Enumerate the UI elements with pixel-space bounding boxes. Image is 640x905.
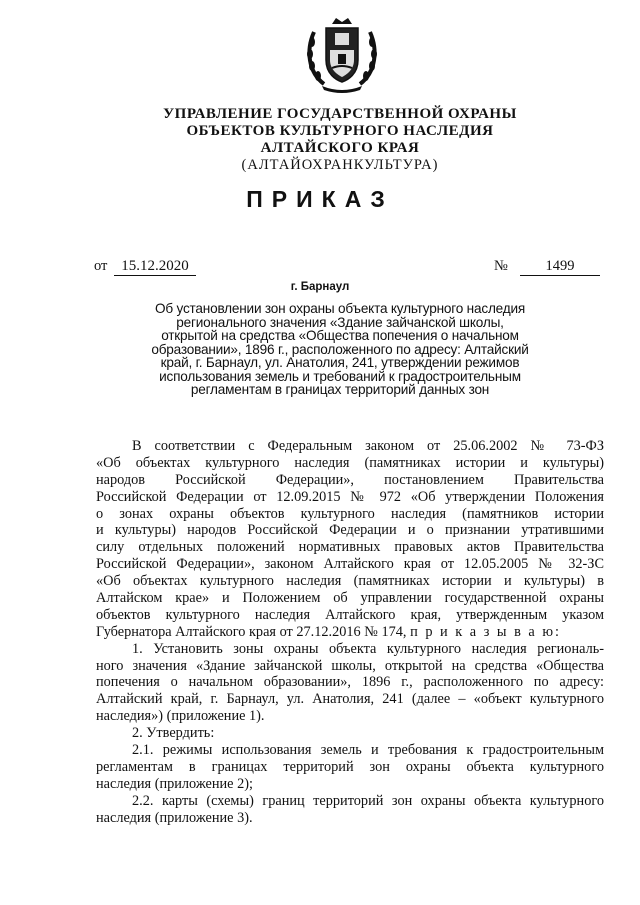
document-title: ПРИКАЗ xyxy=(246,186,394,212)
order-body xyxy=(96,438,604,826)
subject-line: регламентам в границах территорий данных зон xyxy=(190,382,490,397)
date-number-row xyxy=(0,258,640,278)
body-line: о зонах охраны объектов культурного наследия (памятников истории xyxy=(96,505,604,522)
prikazyvayu: п р и к а з ы в а ю: xyxy=(410,623,562,640)
body-line: В соответствии с Федеральным законом от 25.06.2002 № 73-ФЗ xyxy=(132,438,604,454)
body-line: Российской Федерации от 12.09.2015 № 972 «Об утверждении Положения xyxy=(96,488,604,505)
header-line-3: АЛТАЙСКОГО КРАЯ xyxy=(260,140,420,156)
body-line: Российской Федерации», законом Алтайского края от 12.05.2005 № 32-ЗС xyxy=(96,556,604,573)
order-number: 1499 xyxy=(520,258,600,276)
item-2-2-line: 2.2. карты (схемы) границ территорий зон охраны объекта культурного xyxy=(132,792,604,809)
date-prefix: от xyxy=(94,258,108,274)
order-subject xyxy=(140,302,540,397)
subject-line: образовании», 1896 г., расположенного по адресу: Алтайский xyxy=(151,341,529,357)
subject-line: край, г. Барнаул, ул. Анатолия, 241, утверждении режимов xyxy=(160,355,520,370)
city: г. Барнаул xyxy=(290,281,350,293)
body-line: объектов культурного наследия Алтайского края, утвержденным указом xyxy=(96,606,604,623)
item-1-line: Алтайский край, г. Барнаул, ул. Анатолия, 241 (далее – «объект культурного xyxy=(96,691,604,708)
subject-line: регионального значения «Здание зайчанской школы, xyxy=(176,314,504,330)
item-2-1-line: 2.1. режимы использования земель и требования к градостроительным xyxy=(132,742,604,759)
number-prefix: № xyxy=(494,258,508,274)
subject-line: использования земель и требований к градостроительным xyxy=(159,368,521,384)
item-2-1-line: регламентам в границах территорий зон охраны объекта культурного xyxy=(96,758,604,775)
item-2-1-line: наследия (приложение 2); xyxy=(96,775,253,792)
body-line: и культуры) народов Российской Федерации и о признании утратившими xyxy=(96,522,604,539)
item-1-line: ного значения «Здание зайчанской школы, открытой на средства «Общества xyxy=(96,657,604,674)
item-2-line: 2. Утвердить: xyxy=(132,725,215,742)
subject-line: открытой на средства «Общества попечения о начальном xyxy=(161,328,519,343)
item-1-line: попечения о начальном образовании», 1896 г., расположенного по адресу: xyxy=(96,674,604,691)
issuer-header xyxy=(100,106,580,174)
body-line: силу отдельных положений нормативных правовых актов Правительства xyxy=(96,539,604,556)
subject-line: Об установлении зон охраны объекта культурного наследия xyxy=(154,301,526,316)
item-1-line: 1. Установить зоны охраны объекта культурного наследия региональ- xyxy=(132,640,604,657)
body-line: «Об объектах культурного наследия (памятниках истории и культуры) в xyxy=(96,573,604,590)
body-line: народов Российской Федерации», постановлением Правительства xyxy=(96,471,604,488)
header-line-4: (АЛТАЙОХРАНКУЛЬТУРА) xyxy=(241,157,439,173)
altai-krai-coat-of-arms-icon xyxy=(304,14,380,94)
body-line: Алтайском крае» и Положением об управлении государственной охраны xyxy=(96,590,604,607)
preamble-last: Губернатора Алтайского края от 27.12.2016 № 174, xyxy=(96,623,407,640)
body-line: «Об объектах культурного наследия (памятниках истории и культуры) xyxy=(96,454,604,471)
item-1-line: наследия») (приложение 1). xyxy=(96,708,265,725)
item-2-2-line: наследия (приложение 3). xyxy=(96,809,253,826)
header-line-2: ОБЪЕКТОВ КУЛЬТУРНОГО НАСЛЕДИЯ xyxy=(186,123,494,139)
order-date: 15.12.2020 xyxy=(114,258,196,276)
body-line-preamble-end xyxy=(96,624,604,641)
header-line-1: УПРАВЛЕНИЕ ГОСУДАРСТВЕННОЙ ОХРАНЫ xyxy=(163,106,517,122)
